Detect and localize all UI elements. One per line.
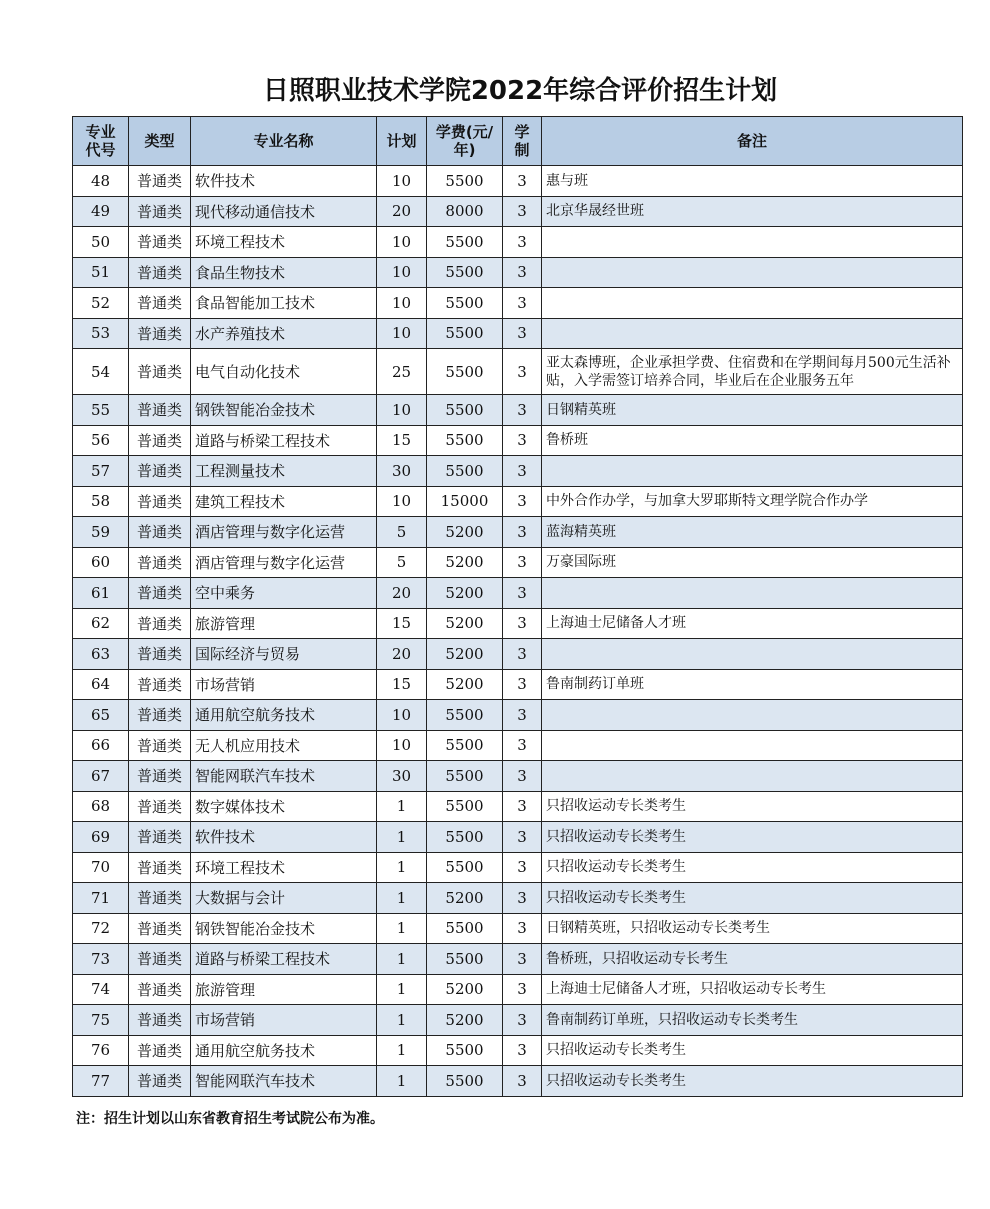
cell-name: 道路与桥梁工程技术 <box>191 944 377 975</box>
cell-type: 普通类 <box>129 913 191 944</box>
cell-note: 日钢精英班，只招收运动专长类考生 <box>542 913 963 944</box>
cell-name: 大数据与会计 <box>191 883 377 914</box>
header-type: 类型 <box>129 117 191 166</box>
cell-name: 空中乘务 <box>191 578 377 609</box>
cell-fee: 5200 <box>427 1005 503 1036</box>
cell-years: 3 <box>503 456 542 487</box>
cell-note: 鲁桥班，只招收运动专长考生 <box>542 944 963 975</box>
cell-code: 60 <box>73 547 129 578</box>
cell-fee: 5500 <box>427 944 503 975</box>
cell-type: 普通类 <box>129 852 191 883</box>
cell-plan: 1 <box>377 852 427 883</box>
cell-name: 数字媒体技术 <box>191 791 377 822</box>
table-row <box>73 730 963 761</box>
cell-code: 53 <box>73 318 129 349</box>
cell-note <box>542 318 963 349</box>
cell-code: 59 <box>73 517 129 548</box>
cell-years: 3 <box>503 318 542 349</box>
table-row <box>73 425 963 456</box>
cell-fee: 5500 <box>427 1066 503 1097</box>
cell-note: 日钢精英班 <box>542 395 963 426</box>
cell-fee: 5200 <box>427 608 503 639</box>
cell-code: 50 <box>73 227 129 258</box>
cell-name: 旅游管理 <box>191 608 377 639</box>
cell-years: 3 <box>503 883 542 914</box>
cell-plan: 1 <box>377 822 427 853</box>
cell-code: 74 <box>73 974 129 1005</box>
page-title: 日照职业技术学院2022年综合评价招生计划 <box>262 76 778 106</box>
cell-years: 3 <box>503 700 542 731</box>
cell-years: 3 <box>503 913 542 944</box>
cell-plan: 5 <box>377 517 427 548</box>
cell-name: 食品生物技术 <box>191 257 377 288</box>
table-row <box>73 913 963 944</box>
cell-name: 智能网联汽车技术 <box>191 1066 377 1097</box>
cell-plan: 1 <box>377 974 427 1005</box>
header-name: 专业名称 <box>191 117 377 166</box>
table-row <box>73 227 963 258</box>
cell-plan: 10 <box>377 288 427 319</box>
cell-years: 3 <box>503 1005 542 1036</box>
cell-plan: 10 <box>377 730 427 761</box>
cell-plan: 10 <box>377 318 427 349</box>
cell-plan: 15 <box>377 425 427 456</box>
cell-name: 工程测量技术 <box>191 456 377 487</box>
cell-plan: 1 <box>377 1035 427 1066</box>
cell-plan: 5 <box>377 547 427 578</box>
cell-note: 鲁南制药订单班，只招收运动专长类考生 <box>542 1005 963 1036</box>
cell-type: 普通类 <box>129 166 191 197</box>
cell-note: 鲁桥班 <box>542 425 963 456</box>
cell-note <box>542 761 963 792</box>
cell-code: 73 <box>73 944 129 975</box>
cell-name: 酒店管理与数字化运营 <box>191 547 377 578</box>
cell-name: 环境工程技术 <box>191 227 377 258</box>
cell-code: 65 <box>73 700 129 731</box>
cell-plan: 1 <box>377 1005 427 1036</box>
table-row <box>73 578 963 609</box>
cell-note <box>542 639 963 670</box>
cell-plan: 25 <box>377 349 427 395</box>
cell-fee: 5500 <box>427 913 503 944</box>
cell-code: 55 <box>73 395 129 426</box>
cell-type: 普通类 <box>129 395 191 426</box>
cell-type: 普通类 <box>129 700 191 731</box>
cell-years: 3 <box>503 486 542 517</box>
cell-fee: 15000 <box>427 486 503 517</box>
cell-plan: 10 <box>377 700 427 731</box>
cell-fee: 5500 <box>427 761 503 792</box>
cell-note <box>542 227 963 258</box>
cell-name: 软件技术 <box>191 166 377 197</box>
cell-type: 普通类 <box>129 608 191 639</box>
cell-years: 3 <box>503 166 542 197</box>
cell-code: 62 <box>73 608 129 639</box>
table-row <box>73 486 963 517</box>
cell-fee: 5500 <box>427 395 503 426</box>
cell-name: 国际经济与贸易 <box>191 639 377 670</box>
cell-name: 通用航空航务技术 <box>191 1035 377 1066</box>
table-row <box>73 196 963 227</box>
cell-name: 钢铁智能冶金技术 <box>191 913 377 944</box>
table-row <box>73 166 963 197</box>
cell-code: 61 <box>73 578 129 609</box>
table-row <box>73 700 963 731</box>
header-plan: 计划 <box>377 117 427 166</box>
table-row <box>73 257 963 288</box>
cell-plan: 20 <box>377 639 427 670</box>
cell-plan: 1 <box>377 791 427 822</box>
cell-type: 普通类 <box>129 318 191 349</box>
cell-fee: 5500 <box>427 730 503 761</box>
table-row <box>73 974 963 1005</box>
cell-years: 3 <box>503 791 542 822</box>
cell-note <box>542 730 963 761</box>
table-row <box>73 883 963 914</box>
cell-plan: 15 <box>377 608 427 639</box>
table-row <box>73 318 963 349</box>
cell-plan: 30 <box>377 456 427 487</box>
cell-code: 70 <box>73 852 129 883</box>
cell-plan: 20 <box>377 578 427 609</box>
table-row <box>73 669 963 700</box>
cell-code: 54 <box>73 349 129 395</box>
table-row <box>73 791 963 822</box>
cell-years: 3 <box>503 669 542 700</box>
cell-fee: 5500 <box>427 456 503 487</box>
cell-years: 3 <box>503 974 542 1005</box>
cell-fee: 5200 <box>427 974 503 1005</box>
cell-type: 普通类 <box>129 761 191 792</box>
cell-code: 51 <box>73 257 129 288</box>
table-row <box>73 608 963 639</box>
cell-years: 3 <box>503 349 542 395</box>
table-header-row <box>73 117 963 166</box>
cell-years: 3 <box>503 608 542 639</box>
cell-type: 普通类 <box>129 669 191 700</box>
cell-note: 惠与班 <box>542 166 963 197</box>
cell-code: 56 <box>73 425 129 456</box>
cell-code: 69 <box>73 822 129 853</box>
cell-name: 市场营销 <box>191 1005 377 1036</box>
cell-note: 只招收运动专长类考生 <box>542 1066 963 1097</box>
cell-type: 普通类 <box>129 1066 191 1097</box>
cell-years: 3 <box>503 196 542 227</box>
cell-note: 万豪国际班 <box>542 547 963 578</box>
cell-fee: 5500 <box>427 349 503 395</box>
cell-type: 普通类 <box>129 883 191 914</box>
cell-years: 3 <box>503 288 542 319</box>
cell-code: 63 <box>73 639 129 670</box>
cell-fee: 5500 <box>427 288 503 319</box>
table-row <box>73 761 963 792</box>
table-row <box>73 944 963 975</box>
cell-years: 3 <box>503 395 542 426</box>
cell-type: 普通类 <box>129 974 191 1005</box>
cell-years: 3 <box>503 227 542 258</box>
cell-fee: 5500 <box>427 852 503 883</box>
cell-code: 66 <box>73 730 129 761</box>
cell-fee: 5200 <box>427 639 503 670</box>
cell-plan: 10 <box>377 257 427 288</box>
cell-note: 蓝海精英班 <box>542 517 963 548</box>
cell-code: 75 <box>73 1005 129 1036</box>
table-row <box>73 456 963 487</box>
table-row <box>73 852 963 883</box>
cell-note: 鲁南制药订单班 <box>542 669 963 700</box>
cell-type: 普通类 <box>129 730 191 761</box>
cell-note: 只招收运动专长类考生 <box>542 822 963 853</box>
cell-name: 旅游管理 <box>191 974 377 1005</box>
cell-years: 3 <box>503 425 542 456</box>
cell-type: 普通类 <box>129 196 191 227</box>
cell-plan: 10 <box>377 166 427 197</box>
cell-type: 普通类 <box>129 791 191 822</box>
table-row <box>73 395 963 426</box>
cell-fee: 5500 <box>427 227 503 258</box>
cell-note: 只招收运动专长类考生 <box>542 791 963 822</box>
cell-plan: 30 <box>377 761 427 792</box>
cell-code: 49 <box>73 196 129 227</box>
cell-name: 软件技术 <box>191 822 377 853</box>
cell-fee: 5200 <box>427 547 503 578</box>
cell-note <box>542 257 963 288</box>
cell-note: 只招收运动专长类考生 <box>542 1035 963 1066</box>
enrollment-plan-table <box>72 116 963 1097</box>
cell-type: 普通类 <box>129 517 191 548</box>
cell-type: 普通类 <box>129 944 191 975</box>
cell-code: 68 <box>73 791 129 822</box>
cell-note <box>542 456 963 487</box>
table-row <box>73 288 963 319</box>
cell-note: 上海迪士尼储备人才班，只招收运动专长考生 <box>542 974 963 1005</box>
cell-code: 76 <box>73 1035 129 1066</box>
cell-note <box>542 288 963 319</box>
cell-name: 水产养殖技术 <box>191 318 377 349</box>
cell-name: 道路与桥梁工程技术 <box>191 425 377 456</box>
table-row <box>73 822 963 853</box>
cell-type: 普通类 <box>129 578 191 609</box>
table-row <box>73 349 963 395</box>
cell-fee: 5200 <box>427 669 503 700</box>
cell-fee: 8000 <box>427 196 503 227</box>
cell-name: 智能网联汽车技术 <box>191 761 377 792</box>
cell-type: 普通类 <box>129 257 191 288</box>
cell-type: 普通类 <box>129 547 191 578</box>
cell-fee: 5200 <box>427 578 503 609</box>
cell-fee: 5500 <box>427 1035 503 1066</box>
cell-note: 北京华晟经世班 <box>542 196 963 227</box>
cell-code: 64 <box>73 669 129 700</box>
cell-name: 环境工程技术 <box>191 852 377 883</box>
cell-years: 3 <box>503 852 542 883</box>
cell-fee: 5200 <box>427 517 503 548</box>
table-row <box>73 639 963 670</box>
cell-name: 通用航空航务技术 <box>191 700 377 731</box>
table-row <box>73 1066 963 1097</box>
cell-name: 无人机应用技术 <box>191 730 377 761</box>
header-fee: 学费(元/年) <box>427 117 503 166</box>
cell-code: 48 <box>73 166 129 197</box>
cell-years: 3 <box>503 517 542 548</box>
cell-type: 普通类 <box>129 425 191 456</box>
cell-code: 77 <box>73 1066 129 1097</box>
cell-code: 58 <box>73 486 129 517</box>
cell-name: 电气自动化技术 <box>191 349 377 395</box>
table-row <box>73 547 963 578</box>
cell-name: 现代移动通信技术 <box>191 196 377 227</box>
cell-type: 普通类 <box>129 1005 191 1036</box>
cell-plan: 1 <box>377 1066 427 1097</box>
cell-years: 3 <box>503 639 542 670</box>
header-code: 专业代号 <box>73 117 129 166</box>
cell-years: 3 <box>503 822 542 853</box>
cell-plan: 20 <box>377 196 427 227</box>
table-row <box>73 517 963 548</box>
cell-code: 67 <box>73 761 129 792</box>
header-note: 备注 <box>542 117 963 166</box>
cell-plan: 10 <box>377 395 427 426</box>
cell-note: 中外合作办学，与加拿大罗耶斯特文理学院合作办学 <box>542 486 963 517</box>
cell-note <box>542 578 963 609</box>
cell-code: 52 <box>73 288 129 319</box>
cell-code: 71 <box>73 883 129 914</box>
table-row <box>73 1035 963 1066</box>
cell-plan: 15 <box>377 669 427 700</box>
table-row <box>73 1005 963 1036</box>
cell-type: 普通类 <box>129 288 191 319</box>
cell-type: 普通类 <box>129 639 191 670</box>
cell-type: 普通类 <box>129 822 191 853</box>
cell-fee: 5500 <box>427 700 503 731</box>
cell-fee: 5500 <box>427 318 503 349</box>
cell-fee: 5500 <box>427 257 503 288</box>
cell-fee: 5500 <box>427 791 503 822</box>
cell-name: 酒店管理与数字化运营 <box>191 517 377 548</box>
cell-plan: 1 <box>377 883 427 914</box>
cell-name: 食品智能加工技术 <box>191 288 377 319</box>
cell-note: 只招收运动专长类考生 <box>542 852 963 883</box>
cell-years: 3 <box>503 944 542 975</box>
cell-type: 普通类 <box>129 456 191 487</box>
cell-fee: 5500 <box>427 822 503 853</box>
cell-plan: 10 <box>377 486 427 517</box>
cell-name: 建筑工程技术 <box>191 486 377 517</box>
header-years: 学制 <box>503 117 542 166</box>
cell-note: 上海迪士尼储备人才班 <box>542 608 963 639</box>
cell-name: 市场营销 <box>191 669 377 700</box>
cell-years: 3 <box>503 578 542 609</box>
cell-name: 钢铁智能冶金技术 <box>191 395 377 426</box>
cell-years: 3 <box>503 761 542 792</box>
cell-type: 普通类 <box>129 349 191 395</box>
cell-plan: 10 <box>377 227 427 258</box>
table-body <box>73 166 963 1097</box>
cell-years: 3 <box>503 730 542 761</box>
cell-years: 3 <box>503 257 542 288</box>
cell-years: 3 <box>503 547 542 578</box>
cell-type: 普通类 <box>129 486 191 517</box>
cell-note <box>542 700 963 731</box>
cell-plan: 1 <box>377 944 427 975</box>
cell-fee: 5500 <box>427 166 503 197</box>
cell-plan: 1 <box>377 913 427 944</box>
cell-fee: 5500 <box>427 425 503 456</box>
cell-note: 只招收运动专长类考生 <box>542 883 963 914</box>
cell-years: 3 <box>503 1066 542 1097</box>
cell-code: 57 <box>73 456 129 487</box>
cell-note: 亚太森博班，企业承担学费、住宿费和在学期间每月500元生活补贴，入学需签订培养合同，毕业后在企业服务五年 <box>542 349 963 395</box>
cell-years: 3 <box>503 1035 542 1066</box>
cell-type: 普通类 <box>129 227 191 258</box>
cell-type: 普通类 <box>129 1035 191 1066</box>
cell-fee: 5200 <box>427 883 503 914</box>
footnote: 注：招生计划以山东省教育招生考试院公布为准。 <box>76 1111 384 1127</box>
cell-code: 72 <box>73 913 129 944</box>
